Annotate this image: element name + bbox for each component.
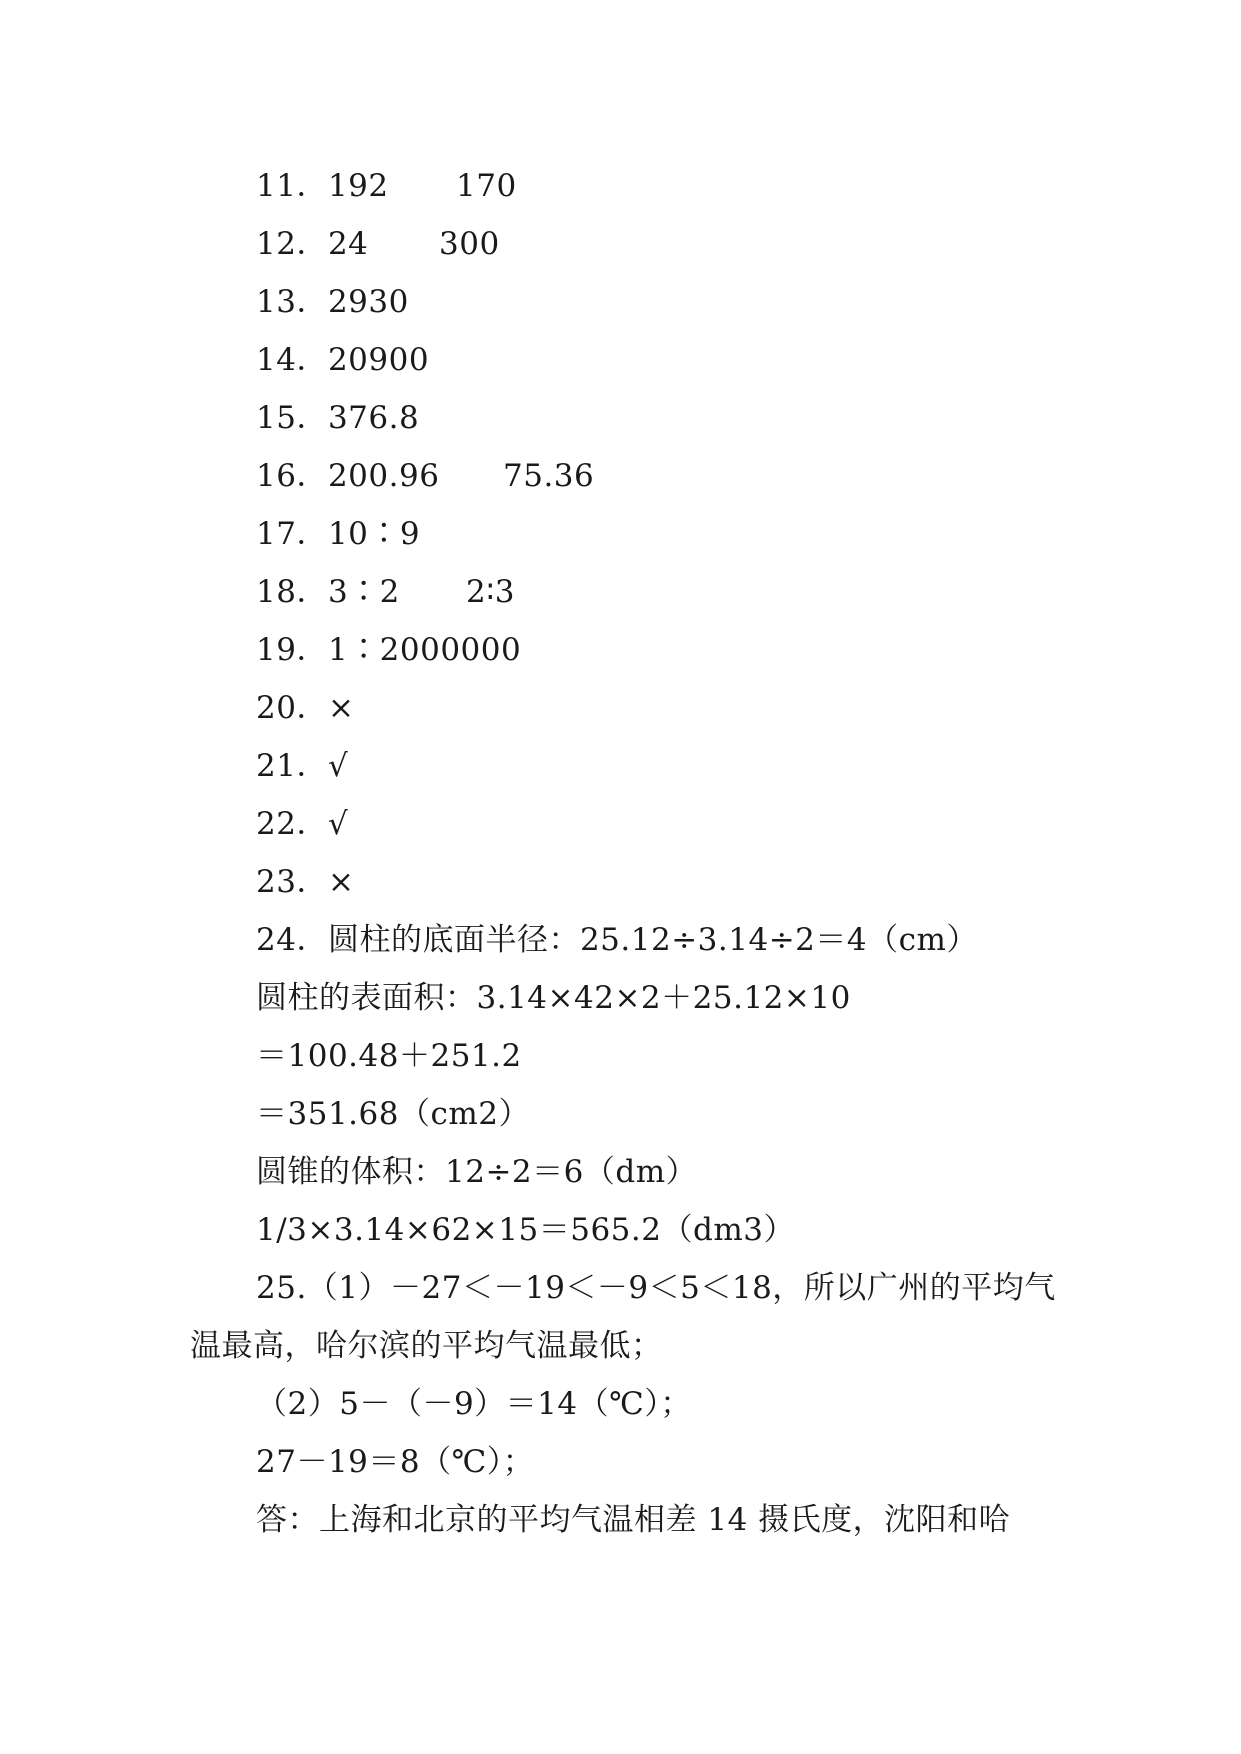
answer-15: 15．376.8: [256, 400, 420, 436]
answer-24-cone-volume: 圆锥的体积：12÷2＝6（dm）: [256, 1154, 698, 1190]
answer-25-part-1: 25.（1）－27＜－19＜－9＜5＜18，所以广州的平均气: [256, 1270, 1056, 1306]
answer-12: [256, 226, 500, 262]
answer-13: 13．2930: [256, 284, 409, 320]
answer-11: [256, 168, 517, 204]
answer-25-part-2: （2）5－（－9）＝14（℃）；: [256, 1386, 692, 1422]
answer-24-cone-step: 1/3×3.14×62×15＝565.2（dm3）: [256, 1212, 795, 1248]
answer-23: 23．×: [256, 864, 355, 900]
answer-18-part-2: 2∶3: [466, 574, 516, 610]
answer-16: [256, 458, 595, 494]
answer-17: 17．10∶9: [256, 516, 421, 552]
answer-11-part-1: 11．192: [256, 168, 389, 204]
answer-25-conclusion: 答：上海和北京的平均气温相差 14 摄氏度，沈阳和哈: [256, 1502, 1011, 1538]
answer-24-step-1: ＝100.48＋251.2: [256, 1038, 522, 1074]
answer-24: 24．圆柱的底面半径：25.12÷3.14÷2＝4（cm）: [256, 922, 978, 958]
answer-11-part-2: 170: [456, 168, 517, 204]
answer-18-part-1: 18．3∶2: [256, 574, 400, 610]
answer-16-part-2: 75.36: [503, 458, 595, 494]
answer-22: 22．√: [256, 806, 349, 842]
answer-24-surface-area: 圆柱的表面积：3.14×42×2＋25.12×10: [256, 980, 851, 1016]
answer-24-step-2: ＝351.68（cm2）: [256, 1096, 530, 1132]
answer-12-part-2: 300: [439, 226, 500, 262]
answer-18: [256, 574, 516, 610]
answer-19: 19．1∶2000000: [256, 632, 522, 668]
answer-12-part-1: 12．24: [256, 226, 369, 262]
answer-25-part-2-step: 27－19＝8（℃）；: [256, 1444, 535, 1480]
answer-25-part-1-cont: 温最高，哈尔滨的平均气温最低；: [190, 1328, 663, 1364]
answer-16-part-1: 16．200.96: [256, 458, 440, 494]
answer-14: 14．20900: [256, 342, 430, 378]
answer-20: 20．×: [256, 690, 355, 726]
answer-21: 21．√: [256, 748, 349, 784]
